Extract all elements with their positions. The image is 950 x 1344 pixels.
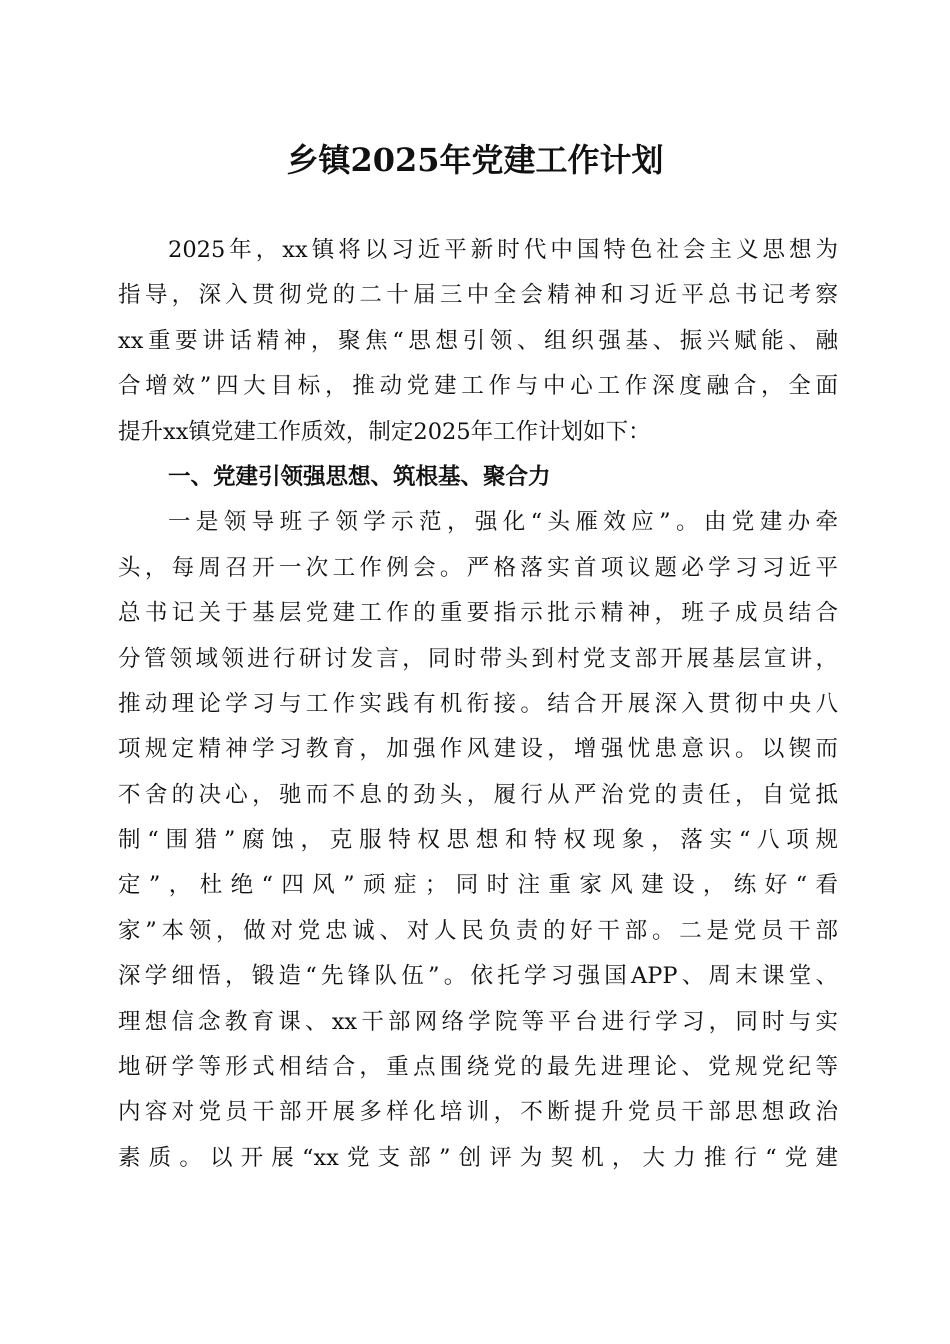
text-line: 头，每周召开一次工作例会。严格落实首项议题必学习习近平: [118, 554, 838, 581]
text-line: 2025年，xx镇将以习近平新时代中国特色社会主义思想为: [168, 237, 838, 263]
section-heading: 一、党建引领强思想、筑根基、聚合力: [168, 463, 551, 490]
text-line: 总书记关于基层党建工作的重要指示批示精神，班子成员结合: [118, 600, 838, 627]
text-line: 一是领导班子领学示范，强化“头雁效应”。由党建办牵: [168, 509, 838, 536]
text-line: 不舍的决心，驰而不息的劲头，履行从严治党的责任，自觉抵: [118, 781, 838, 808]
text-line: 素质。以开展“xx党支部”创评为契机，大力推行“党建: [118, 1144, 838, 1171]
text-line: 指导，深入贯彻党的二十届三中全会精神和习近平总书记考察: [118, 282, 838, 309]
text-line: 推动理论学习与工作实践有机衔接。结合开展深入贯彻中央八: [118, 690, 838, 717]
text-line: 制“围猎”腐蚀，克服特权思想和特权现象，落实“八项规: [118, 827, 838, 854]
text-line: 提升xx镇党建工作质效，制定2025年工作计划如下：: [118, 418, 651, 445]
text-line: 合增效”四大目标，推动党建工作与中心工作深度融合，全面: [118, 373, 838, 400]
text-line: 内容对党员干部开展多样化培训，不断提升党员干部思想政治: [118, 1099, 838, 1126]
page-title: 乡镇2025年党建工作计划: [286, 141, 664, 179]
text-line: 家”本领，做对党忠诚、对人民负责的好干部。二是党员干部: [118, 917, 838, 944]
intro-paragraph: [118, 228, 838, 1181]
text-line: 理想信念教育课、xx干部网络学院等平台进行学习，同时与实: [118, 1008, 838, 1035]
text-line: 项规定精神学习教育，加强作风建设，增强忧患意识。以锲而: [118, 736, 838, 763]
text-line: 分管领域领进行研讨发言，同时带头到村党支部开展基层宣讲，: [118, 645, 838, 672]
text-line: 定”，杜绝“四风”顽症；同时注重家风建设，练好“看: [118, 872, 838, 899]
text-line: 深学细悟，锻造“先锋队伍”。依托学习强国APP、周末课堂、: [118, 963, 838, 990]
text-line: xx重要讲话精神，聚焦“思想引领、组织强基、振兴赋能、融: [118, 327, 838, 354]
text-line: 地研学等形式相结合，重点围绕党的最先进理论、党规党纪等: [118, 1054, 838, 1081]
